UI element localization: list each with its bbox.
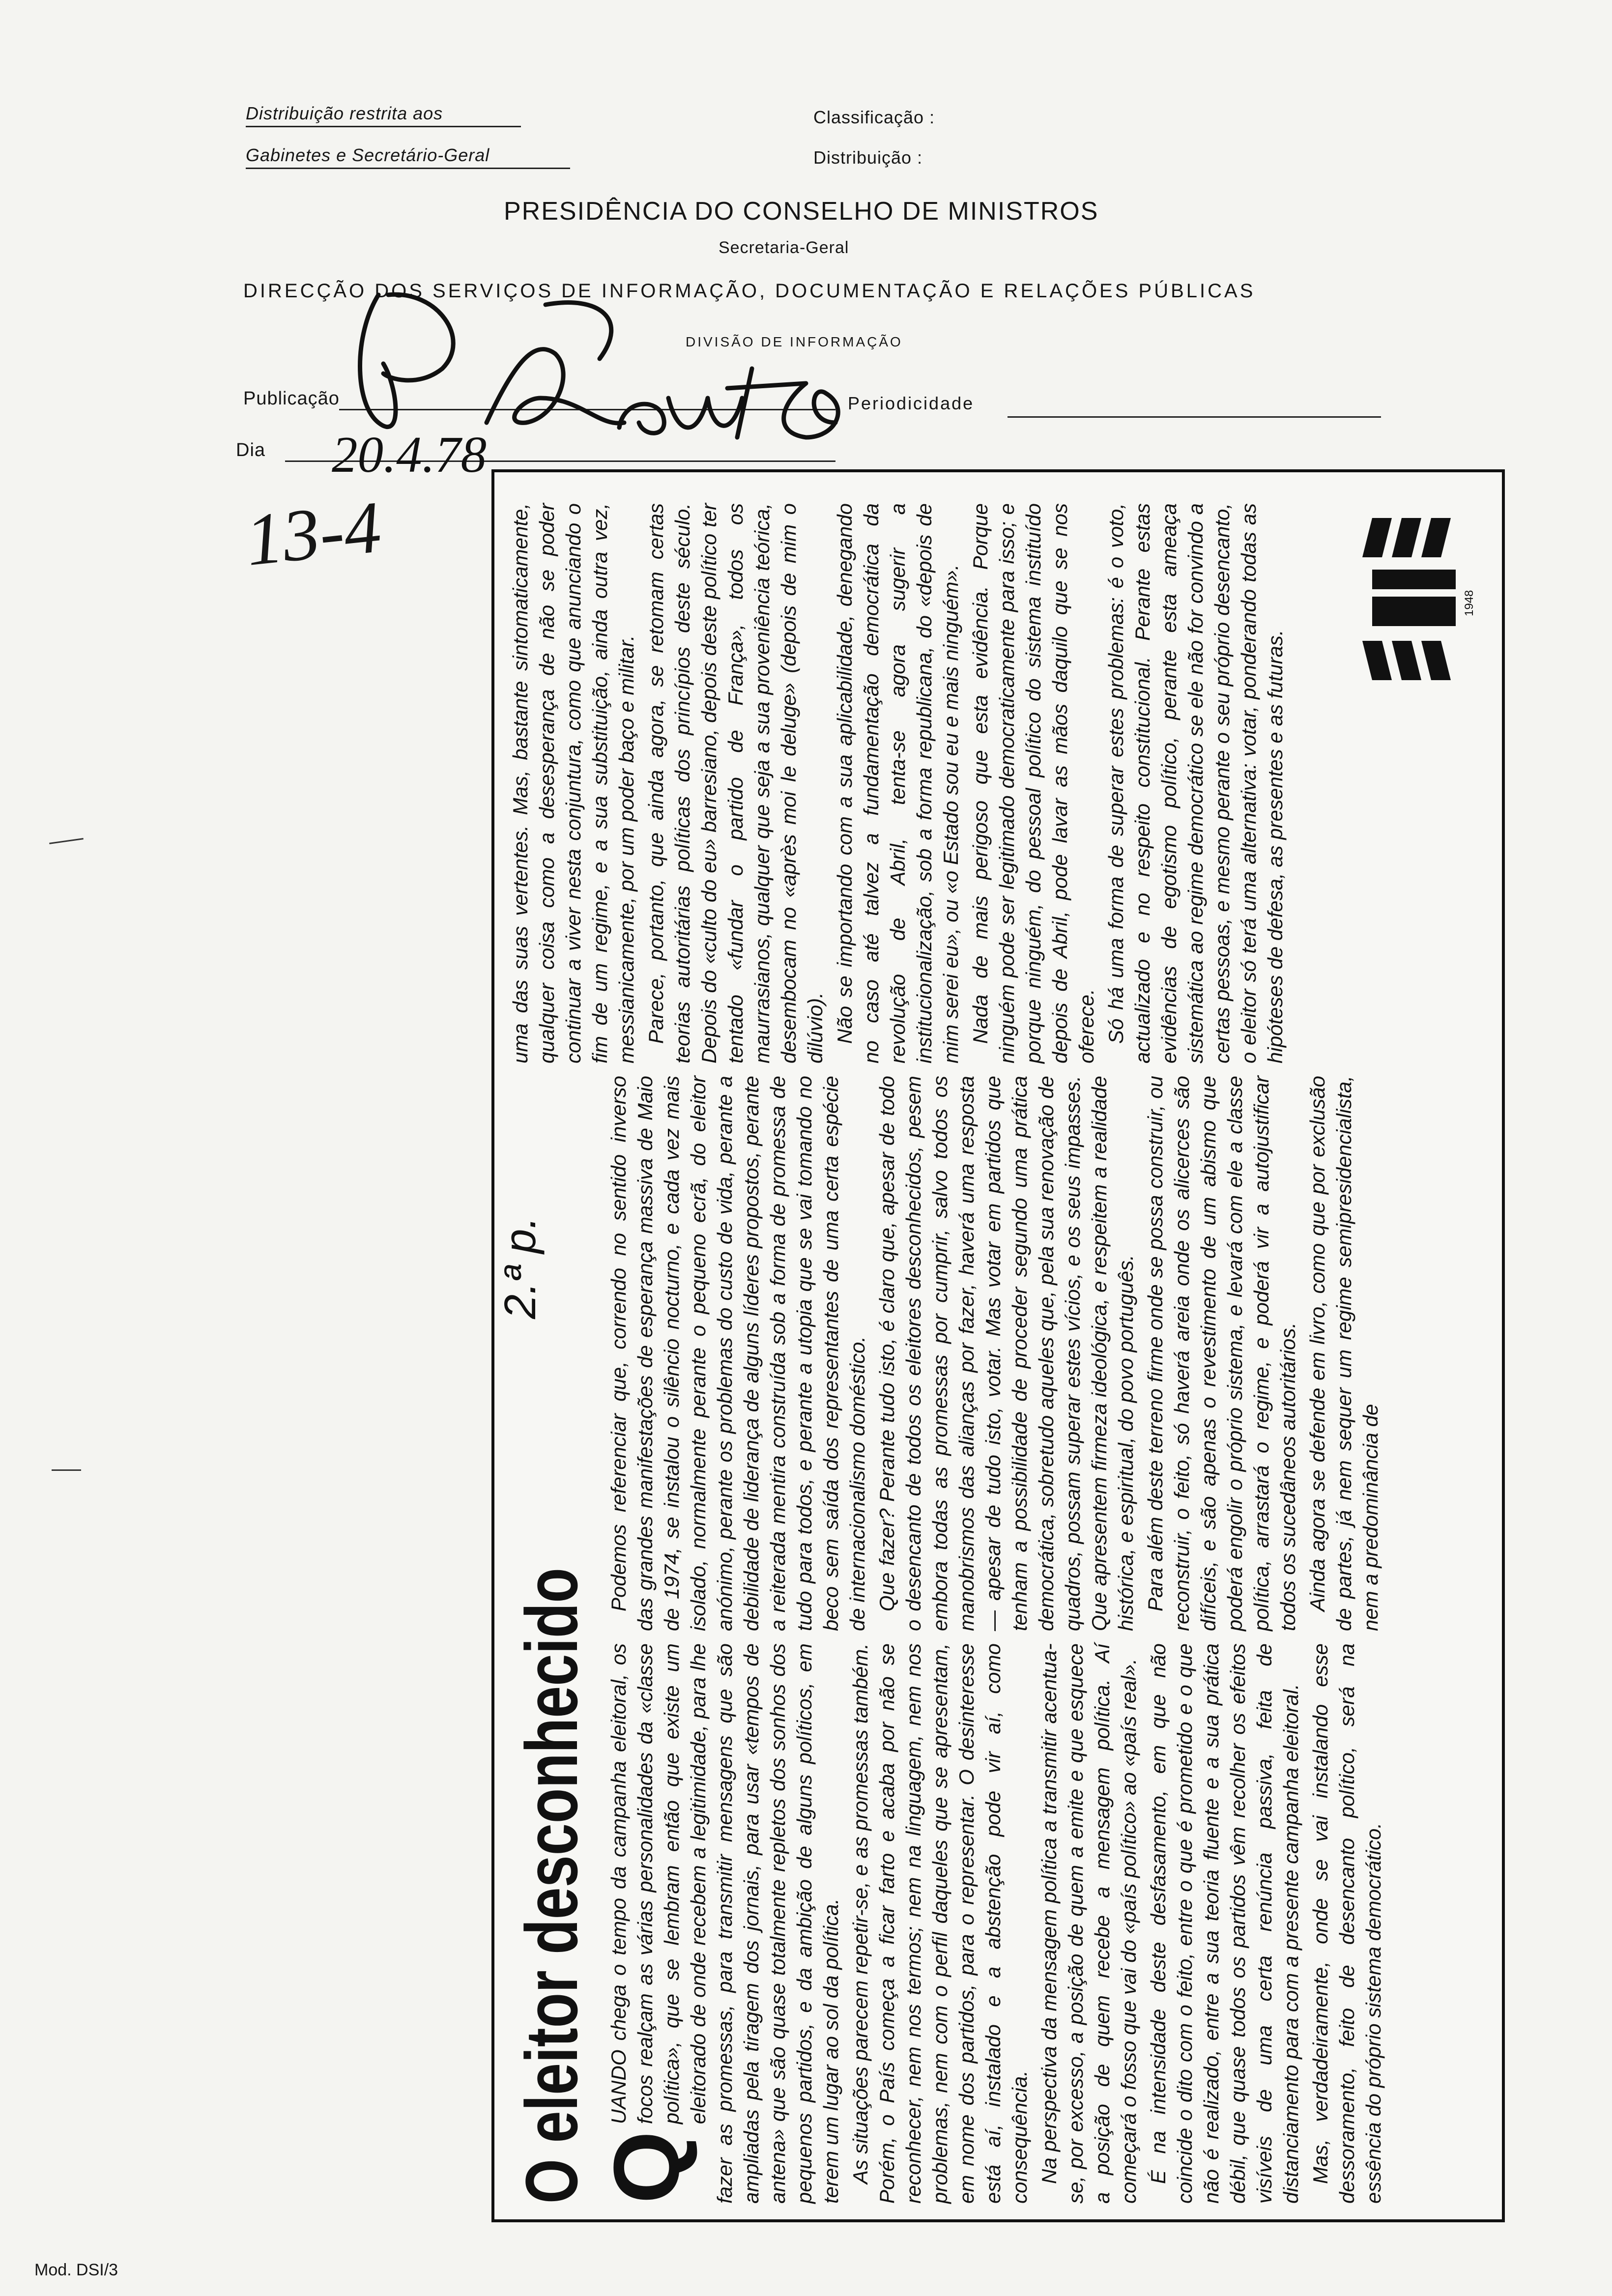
page-number-handwritten: 13-4 [242, 486, 385, 581]
drop-cap: Q [595, 2131, 699, 2204]
article-paragraph: Nada de mais perigoso que esta evidência. Porque ninguém pode ser legitimado democraticamente para isso; e porque ninguém, do pessoal político do sistema instituído depois de Abril, pode lavar as mãos daquilo que se nos oferece. [969, 503, 1098, 1063]
publication-logo-icon [1353, 513, 1480, 690]
article-paragraph: Na perspectiva da mensagem política a transmitir acentua-se, por excesso, a posição de quem a emite e que esquece a posição de quem recebe a mensagem política. Aí começará o fosso que vai do «país político» ao «país real». [1037, 1643, 1140, 2204]
article-paragraph: Q UANDO chega o tempo da campanha eleitoral, os focos realçam as várias personalidades da «classe política», que se lembram então que existe um eleitorado de onde recebem a legitimidade, para lhe fazer as promessas, para transmitir mensagens que são ampliadas pela tiragem dos jornais, para usar «tempos de antena» que são quase totalmente repletos dos sonhos dos pequenos partidos, e da ambição de alguns políticos, em terem um lugar ao sol da política. [595, 1643, 842, 2204]
distribution-line-1: Distribuição restrita aos [246, 103, 521, 127]
article-column-2 [605, 1076, 1485, 1631]
periodicity-field [1008, 415, 1381, 418]
article-column-1 [595, 1643, 1485, 2204]
article-paragraph: Mas, verdadeiramente, onde se vai instalando esse dessoramento, feito de desencanto político, será na essência do próprio sistema democrático. [1309, 1643, 1385, 2204]
classification-label: Classificação : [813, 107, 935, 127]
article-paragraph: É na intensidade deste desfasamento, em que não coincide o dito com o feito, entre o que é prometido e o que não é realizado, entre a sua teoria fluente e a sua prática débil, que quase todos os partidos vêm recolher os efeitos visíveis de uma certa renúncia passiva, feita de distanciamento para com a presente campanha eleitoral. [1147, 1643, 1302, 2204]
division-line: DIVISÃO DE INFORMAÇÃO [686, 334, 903, 349]
direction-line: DIRECÇÃO DOS SERVIÇOS DE INFORMAÇÃO, DOCUMENTAÇÃO E RELAÇÕES PÚBLICAS [243, 280, 1256, 302]
distribution-line-2: Gabinetes e Secretário-Geral [246, 145, 570, 169]
publication-handwriting [324, 275, 894, 491]
page-subtitle: Secretaria-Geral [719, 238, 849, 257]
publication-label: Publicação [243, 388, 340, 409]
scan-mark [52, 1469, 81, 1471]
article-paragraph: Só há uma forma de superar estes problemas: é o voto, actualizado e no respeito constitucional. Perante estas evidências de egotismo político, perante esta ameaça sistemática ao regime democrático se ele não for convindo a certas pessoas, e mesmo perante o seu próprio desencanto, o eleitor só terá uma alternativa: votar, ponderando todas as hipóteses de defesa, as presentes e as futuras. [1104, 503, 1287, 1063]
logo-caption: 1948 [1463, 590, 1476, 616]
distribution-label: Distribuição : [813, 147, 923, 168]
periodicity-label: Periodicidade [848, 393, 975, 413]
day-label: Dia [236, 440, 266, 460]
day-handwritten-text: 20.4.78 [332, 426, 487, 483]
article-paragraph: Que fazer? Perante tudo isto, é claro que, apesar de todo o desencanto de todos os eleitores desconhecidos, pesem embora todas as promessas por cumprir, salvo todos os manobrismos das alianças por fazer, haverá uma resposta — apesar de tudo isto, votar. Mas votar em partidos que tenham a possibilidade de proceder segundo uma prática democrática, sobretudo aqueles que, pela sua renovação de quadros, possam superar estes vícios, e os seus impasses. Que apresentem firmeza ideológica, e respeitem a realidade histórica, e espiritual, do povo português. [875, 1076, 1137, 1631]
handwritten-note: 2.ª p. [496, 1216, 545, 1319]
article-paragraph: Podemos referenciar que, correndo no sentido inverso das grandes manifestações de esperança massiva de Maio de 1974, se instalou o silêncio nocturno, e cada vez mais isolado, normalmente perante o pequeno ecrã, do eleitor anónimo, perante os problemas do custo de vida, perante a debilidade de liderança de alguns líderes propostos, perante a reiterada mentira construída sob a forma de promessa de tudo para todos, e perante a utopia que se vai tomando no beco sem saída dos representantes de uma certa espécie de internacionalismo doméstico. [607, 1076, 869, 1631]
article-paragraph: As situações parecem repetir-se, e as promessas também. Porém, o País começa a ficar farto e acaba por não se reconhecer, nem nos termos; nem na linguagem, nem nos problemas, nem com o perfil daqueles que se apresentam, em nome dos partidos, para o representar. O desinteresse está aí, instalado e a abstenção pode vir aí, como consequência. [849, 1643, 1031, 2204]
article-title: O eleitor desconhecido [510, 1568, 593, 2204]
article-paragraph: Parece, portanto, que ainda agora, se retomam certas teorias autoritárias políticas dos princípios deste século. Depois do «culto do eu» barresiano, depois deste político ter tentado «fundar o partido de França», todos os maurrasianos, qualquer que seja a sua proveniência teórica, desembocam no «après moi le deluge» (depois de mim o dilúvio). [644, 503, 827, 1063]
scan-mark [49, 838, 84, 844]
page-title: PRESIDÊNCIA DO CONSELHO DE MINISTROS [504, 197, 1099, 226]
form-code: Mod. DSI/3 [34, 2261, 118, 2279]
article-paragraph: Ainda agora se defende em livro, como que por exclusão de partes, já nem sequer um regime semipresidencialista, nem a predominância de [1306, 1076, 1382, 1631]
article-paragraph: Não se importando com a sua aplicabilidade, denegando no caso até talvez a fundamentação democrática da revolução de Abril, tenta-se agora sugerir a institucionalização, sob a forma republicana, do «depois de mim serei eu», ou «o Estado sou eu e mais ninguém». [833, 503, 962, 1063]
article-column-3 [507, 503, 1485, 1063]
article-paragraph: Para além deste terreno firme onde se possa construir, ou reconstruir, o feito, só haverá areia onde os alicerces são difíceis, e são apenas o revestimento de um abismo que poderá engolir o próprio sistema, e levará com ele a classe política, arrastará o regime, e poderá vir a autojustificar todos os sucedâneos autoritários. [1144, 1076, 1299, 1631]
article [497, 474, 1500, 2213]
newspaper-clipping [491, 469, 1505, 2222]
article-paragraph: uma das suas vertentes. Mas, bastante sintomaticamente, qualquer coisa como a desesperança de não se poder continuar a viver nesta conjuntura, como que anunciando o fim de um regime, e a sua substituição, ainda outra vez, messianicamente, por um poder baço e militar. [509, 503, 638, 1063]
